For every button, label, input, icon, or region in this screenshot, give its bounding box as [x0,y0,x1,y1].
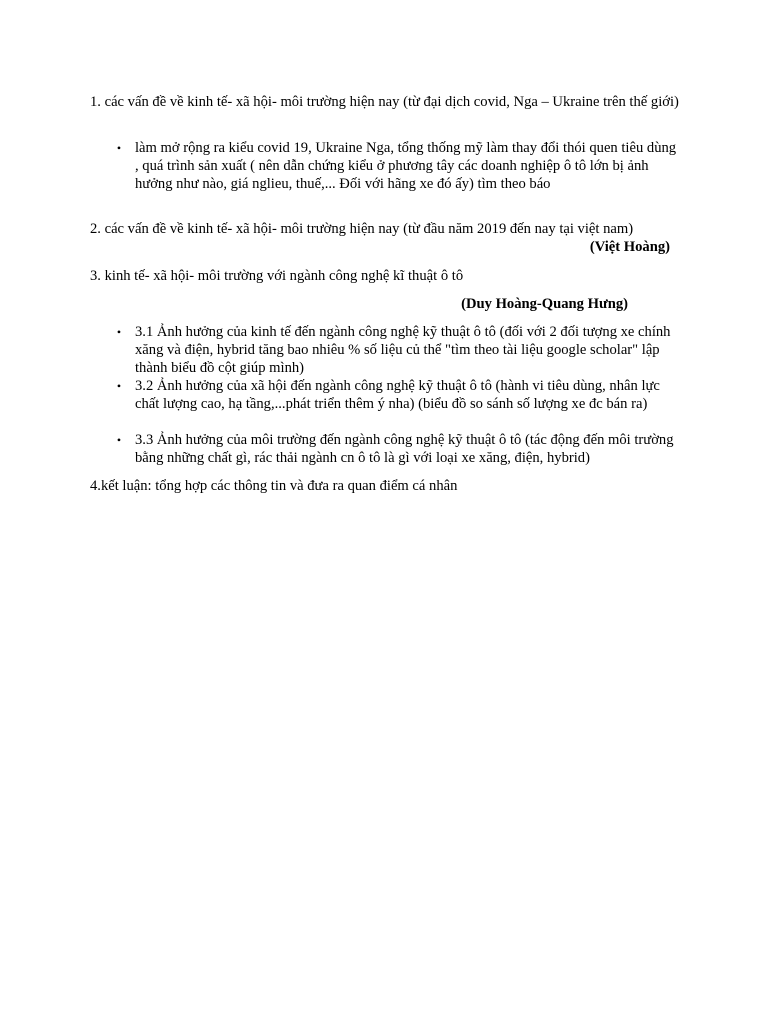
section-1-heading: 1. các vấn đề về kinh tế- xã hội- môi trường hiện nay (từ đại dịch covid, Nga – Ukraine trên thế giới) [90,94,679,110]
section-2-heading: 2. các vấn đề về kinh tế- xã hội- môi trường hiện nay (từ đầu năm 2019 đến nay tại việt nam) [90,221,634,237]
section-3-bullet-text-2: 3.2 Ảnh hưởng của xã hội đến ngành công nghệ kỹ thuật ô tô (hành vi tiêu dùng, nhân lực chất lượng cao, hạ tầng,...phát triển thêm ý nha) (biểu đồ so sánh số lượng xe đc bán ra) [135,378,660,412]
bullet-icon: • [116,141,122,155]
bullet-icon: • [116,325,122,339]
section-3-bullet-text-3: 3.3 Ảnh hưởng của môi trường đến ngành công nghệ kỹ thuật ô tô (tác động đến môi trường bằng những chất gì, rác thải ngành cn ô tô là gì với loại xe xăng, điện, hybrid) [135,432,674,466]
section-3-author: (Duy Hoàng-Quang Hưng) [461,296,628,312]
section-3-bullet-text-1: 3.1 Ảnh hưởng của kinh tế đến ngành công nghệ kỹ thuật ô tô (đối với 2 đối tượng xe chính xăng và điện, hybrid tăng bao nhiêu % số liệu củ thể "tìm theo tài liệu google scholar" lập thành biểu đồ cột giúp mình) [135,324,671,376]
bullet-icon: • [116,433,122,447]
section-3-heading: 3. kinh tế- xã hội- môi trường với ngành công nghệ kĩ thuật ô tô [90,268,464,284]
section-2-author: (Việt Hoàng) [589,239,670,255]
section-1-bullet-text: làm mở rộng ra kiểu covid 19, Ukraine Nga, tổng thống mỹ làm thay đổi thói quen tiêu dùng , quá trình sản xuất ( nên dẫn chứng kiểu ở phương tây các doanh nghiệp ô tô lớn bị ảnh hưởng như nào, giá nglieu, thuế,... Đối với hãng xe đó ấy) tìm theo báo [135,140,677,192]
bullet-icon: • [116,379,122,393]
section-4-heading: 4.kết luận: tổng hợp các thông tin và đưa ra quan điểm cá nhân [90,478,458,494]
